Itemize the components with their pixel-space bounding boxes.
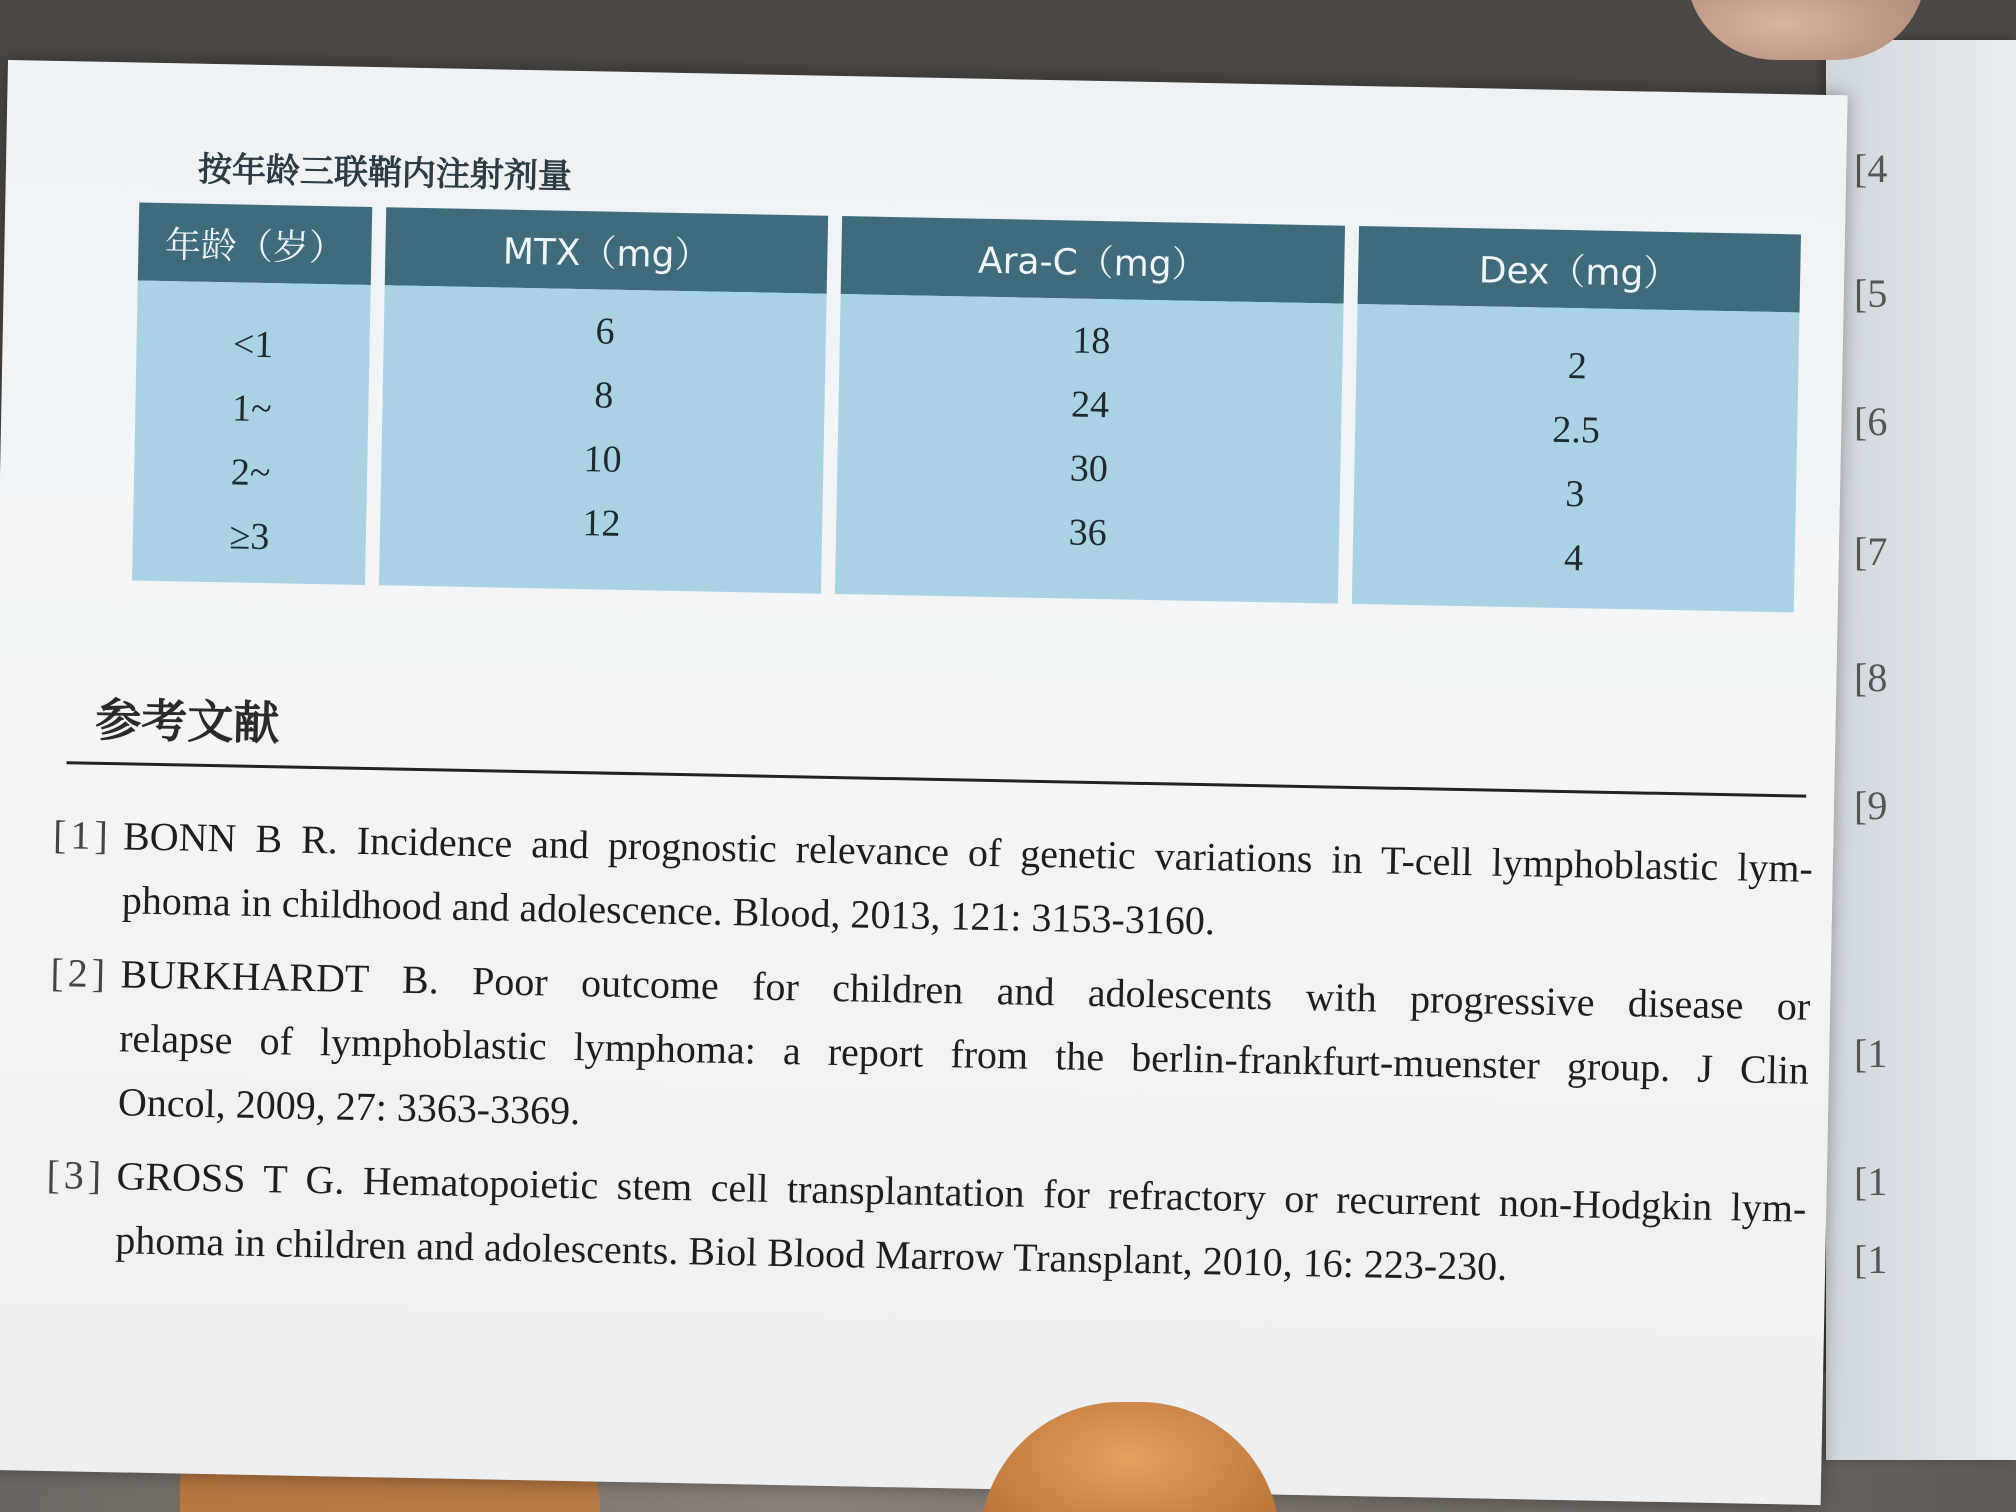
reference-text-line: relapse of lymphoblastic lymphoma: a report from the berlin-frankfurt-muenster group. J Clin	[118, 1015, 1810, 1093]
header-mtx: MTX（mg）	[385, 207, 829, 293]
table-cell: 18	[1071, 319, 1111, 363]
reference-text-line: phoma in childhood and adolescence. Blood, 2013, 121: 3153-3160.	[121, 877, 1216, 944]
table-cell: 30	[1069, 447, 1109, 491]
table-cell: 4	[1563, 536, 1584, 580]
table-cell: 24	[1070, 383, 1110, 427]
reference-text-line: BURKHARDT B. Poor outcome for children and adolescents with progressive disease or	[120, 951, 1811, 1029]
adjacent-ref-number: [4	[1854, 146, 1888, 191]
reference-number: [2]	[50, 949, 110, 997]
header-age: 年龄（岁）	[138, 203, 373, 285]
table-body-row	[132, 281, 1799, 613]
mtx-column	[379, 285, 827, 593]
section-divider	[66, 761, 1806, 797]
dex-column	[1352, 304, 1800, 612]
table-cell: 3	[1564, 472, 1585, 516]
table-cell: <1	[232, 323, 274, 367]
table-cell: 1~	[231, 387, 273, 431]
reference-text-line: BONN B R. Incidence and prognostic relevance of genetic variations in T-cell lymphoblastic lym-	[122, 813, 1814, 891]
table-caption: 按年龄三联鞘内注射剂量	[197, 149, 573, 197]
table-cell: 2	[1567, 345, 1588, 388]
adjacent-ref-number: [5	[1854, 271, 1888, 316]
arac-column	[835, 294, 1343, 604]
adjacent-ref-number: [7	[1854, 529, 1888, 574]
adjacent-ref-number: [8	[1854, 655, 1888, 700]
references-heading: 参考文献	[94, 692, 280, 751]
header-dex: Dex（mg）	[1357, 226, 1801, 312]
book-page	[0, 60, 1848, 1505]
table-cell: 8	[593, 374, 614, 417]
table-cell: 36	[1068, 511, 1108, 555]
table-cell: 10	[583, 438, 623, 481]
reference-text-line: GROSS T G. Hematopoietic stem cell transplantation for refractory or recurrent non-Hodgkin lym-	[116, 1153, 1807, 1231]
table-cell: 2~	[230, 451, 271, 495]
dose-table	[118, 202, 1815, 612]
table-cell: 12	[582, 502, 621, 545]
age-column	[132, 281, 371, 585]
table-cell: ≥3	[229, 515, 270, 559]
reference-number: [1]	[52, 812, 113, 859]
table-cell: 2.5	[1551, 408, 1601, 452]
reference-item	[47, 941, 1810, 1167]
adjacent-ref-number: [6	[1854, 399, 1888, 444]
reference-item	[45, 1143, 1807, 1305]
reference-list	[45, 803, 1814, 1315]
table-cell: 6	[595, 310, 616, 353]
adjacent-page	[1826, 40, 2016, 1460]
adjacent-ref-number: [1	[1854, 1237, 1888, 1282]
reference-item	[51, 803, 1813, 965]
header-arac: Ara-C（mg）	[841, 216, 1345, 304]
adjacent-ref-number: [9	[1854, 783, 1888, 828]
reference-text-line: phoma in children and adolescents. Biol Blood Marrow Transplant, 2010, 16: 223-230.	[114, 1217, 1508, 1289]
reference-text-line: Oncol, 2009, 27: 3363-3369.	[117, 1079, 581, 1134]
reference-number: [3]	[46, 1151, 106, 1199]
adjacent-ref-number: [1	[1854, 1159, 1888, 1204]
adjacent-ref-number: [1	[1854, 1031, 1888, 1076]
